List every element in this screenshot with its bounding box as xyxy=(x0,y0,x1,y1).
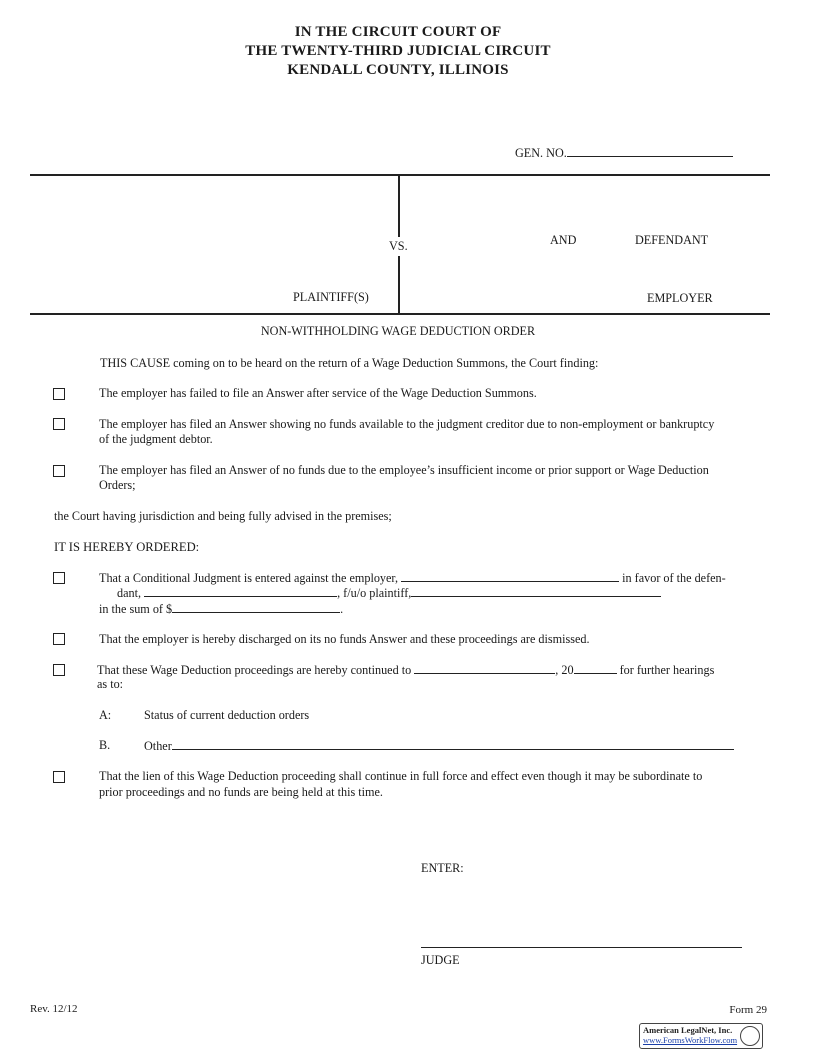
judgment-line-2 xyxy=(117,585,661,601)
finding-1-text: The employer has failed to file an Answer after service of the Wage Deduction Summons. xyxy=(99,386,537,400)
sub-a-text: Status of current deduction orders xyxy=(144,708,310,722)
judgment-text-4: f/u/o plaintiff, xyxy=(343,586,412,600)
judgment-line-1 xyxy=(99,570,726,586)
judgment-text-3: dant, xyxy=(117,586,142,600)
jurisdiction-text: the Court having jurisdiction and being fully advised in the premises; xyxy=(54,509,392,523)
judge-label: JUDGE xyxy=(421,953,460,967)
vs-label: VS. xyxy=(389,237,408,256)
continued-text-3: as to: xyxy=(97,677,124,691)
sub-b-line xyxy=(144,738,734,754)
gen-no-field[interactable] xyxy=(515,145,733,161)
sub-b-text: Other xyxy=(144,739,172,753)
judgment-comma: , xyxy=(337,586,341,600)
defendant-label: DEFENDANT xyxy=(635,233,709,247)
continued-checkbox[interactable] xyxy=(53,664,65,676)
and-label: AND xyxy=(550,233,577,247)
finding-3-checkbox[interactable] xyxy=(53,465,65,477)
judgment-text-2: in favor of the defen- xyxy=(622,571,726,585)
continued-date-blank[interactable] xyxy=(414,662,555,674)
judgment-text-1: That a Conditional Judgment is entered against the employer, xyxy=(99,571,399,585)
gen-no-label: GEN. NO. xyxy=(515,146,567,160)
ordered-heading: IT IS HEREBY ORDERED: xyxy=(54,540,200,554)
continued-line-1 xyxy=(97,662,714,678)
finding-2-text: The employer has filed an Answer showing no funds available to the judgment creditor due to non-employment or bankruptcy xyxy=(99,417,715,431)
enter-label: ENTER: xyxy=(421,861,464,875)
judge-signature-line[interactable] xyxy=(421,947,742,948)
court-name-line-1: IN THE CIRCUIT COURT OF xyxy=(294,24,502,40)
lien-checkbox[interactable] xyxy=(53,771,65,783)
finding-1-checkbox[interactable] xyxy=(53,388,65,400)
finding-2-checkbox[interactable] xyxy=(53,418,65,430)
other-blank[interactable] xyxy=(172,738,734,750)
caption-bottom-rule xyxy=(30,313,770,315)
continued-text-1: That these Wage Deduction proceedings are hereby continued to xyxy=(97,663,412,677)
sub-b-letter: B. xyxy=(99,738,111,752)
finding-3-text-cont: Orders; xyxy=(99,478,136,492)
form-number: Form 29 xyxy=(729,1004,767,1016)
judgment-checkbox[interactable] xyxy=(53,572,65,584)
intro-text: THIS CAUSE coming on to be heard on the return of a Wage Deduction Summons, the Court finding: xyxy=(100,356,599,370)
plaintiff-label: PLAINTIFF(S) xyxy=(293,290,369,304)
sub-a-letter: A: xyxy=(99,708,112,722)
sum-blank[interactable] xyxy=(172,601,340,613)
publisher-logo xyxy=(639,1023,763,1049)
court-name-line-3: KENDALL COUNTY, ILLINOIS xyxy=(287,62,509,78)
order-title: NON-WITHHOLDING WAGE DEDUCTION ORDER xyxy=(260,324,536,338)
discharged-text: That the employer is hereby discharged on its no funds Answer and these proceedings are dismissed. xyxy=(99,632,590,646)
publisher-name: American LegalNet, Inc. xyxy=(643,1025,733,1035)
employer-label: EMPLOYER xyxy=(647,291,713,305)
lien-text: That the lien of this Wage Deduction proceeding shall continue in full force and effect even though it may be subordinate to xyxy=(99,769,703,783)
discharged-checkbox[interactable] xyxy=(53,633,65,645)
revision-label: Rev. 12/12 xyxy=(30,1003,78,1015)
continued-year-blank[interactable] xyxy=(574,662,617,674)
court-name-line-2: THE TWENTY-THIRD JUDICIAL CIRCUIT xyxy=(245,43,551,59)
judgment-line-3 xyxy=(99,601,343,617)
employer-name-blank[interactable] xyxy=(401,570,619,582)
finding-3-text: The employer has filed an Answer of no funds due to the employee’s insufficient income or prior support or Wage Deduction xyxy=(99,463,709,477)
publisher-url[interactable]: www.FormsWorkFlow.com xyxy=(643,1035,738,1045)
continued-year-label: , 20 xyxy=(555,663,574,677)
finding-2-text-cont: of the judgment debtor. xyxy=(99,432,213,446)
judgment-period: . xyxy=(340,602,344,616)
lien-text-cont: prior proceedings and no funds are being held at this time. xyxy=(99,785,383,799)
judgment-text-5: in the sum of $ xyxy=(99,602,173,616)
defendant-name-blank[interactable] xyxy=(144,585,337,597)
continued-text-2: for further hearings xyxy=(619,663,715,677)
gen-no-blank[interactable] xyxy=(567,145,733,157)
caption-top-rule xyxy=(30,174,770,176)
seal-icon xyxy=(740,1026,760,1046)
plaintiff-name-blank[interactable] xyxy=(411,585,661,597)
